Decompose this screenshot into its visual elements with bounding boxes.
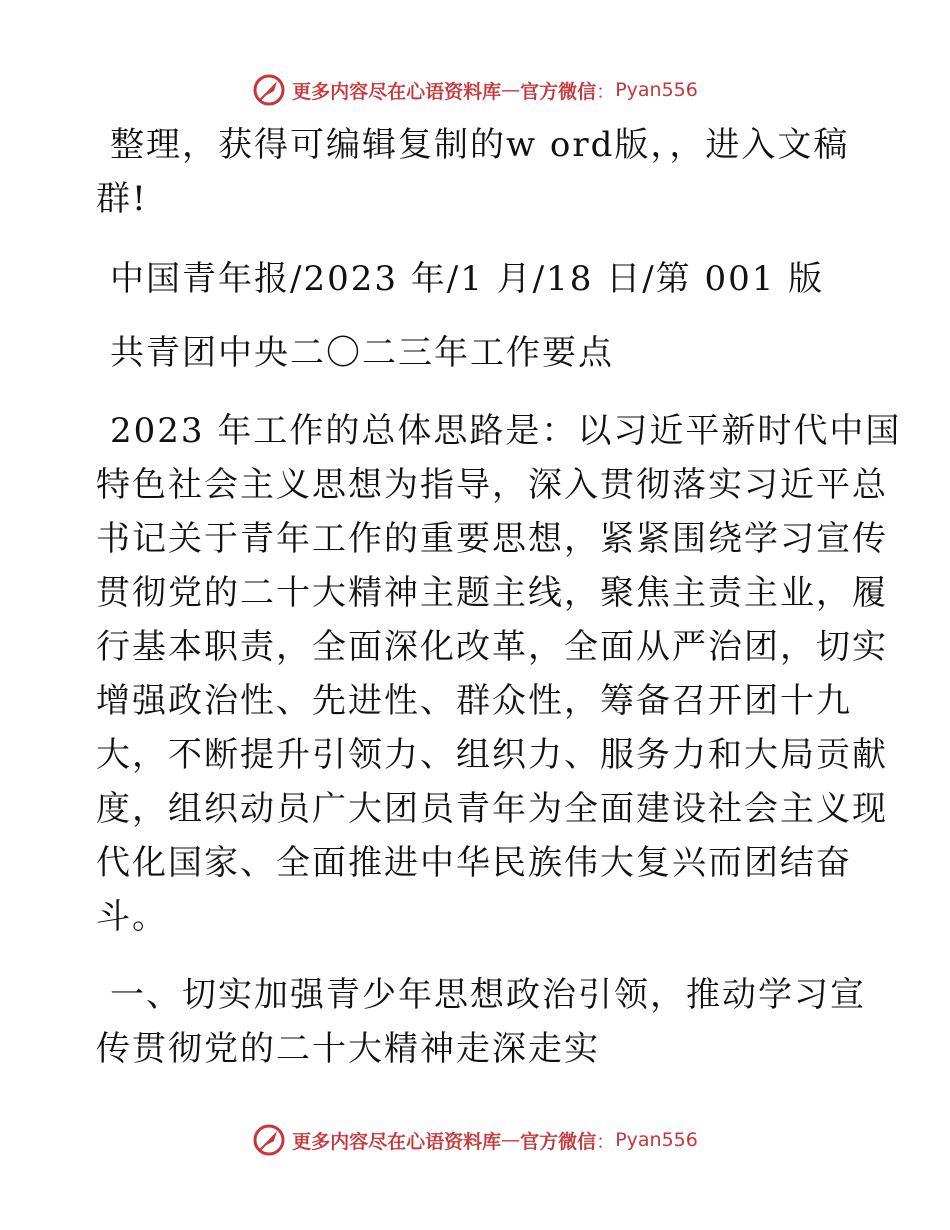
section-heading-line: 一、切实加强青少年思想政治引领，推动学习宣 (110, 975, 866, 1015)
intro-line: 整理，获得可编辑复制的w ord版，，进入文稿 (110, 125, 850, 165)
watermark-separator: ： (596, 80, 616, 103)
paragraph-line: 度，组织动员广大团员青年为全面建设社会主义现 (96, 789, 888, 829)
paragraph-line: 增强政治性、先进性、群众性，筹备召开团十九 (96, 681, 852, 721)
paragraph-line: 行基本职责，全面深化改革，全面从严治团，切实 (96, 627, 888, 667)
watermark-separator: ： (596, 1130, 616, 1153)
watermark-dash: — (501, 1129, 521, 1151)
quill-logo-icon (252, 1123, 286, 1157)
paragraph-line: 贯彻党的二十大精神主题主线，聚焦主责主业，履 (96, 573, 888, 613)
paragraph-line: 大，不断提升引领力、组织力、服务力和大局贡献 (96, 735, 888, 775)
watermark-footer (0, 1120, 950, 1160)
watermark-wechat-id: Pyan556 (615, 79, 698, 101)
document-body (96, 118, 902, 1076)
paragraph-line: 代化国家、全面推进中华民族伟大复兴而团结奋 (96, 843, 852, 883)
watermark-header (0, 70, 950, 110)
paragraph-line: 2023 年工作的总体思路是：以习近平新时代中国 (110, 411, 902, 451)
intro-line: 群! (96, 179, 148, 219)
paragraph-line: 特色社会主义思想为指导，深入贯彻落实习近平总 (96, 465, 888, 505)
watermark-wechat-id: Pyan556 (615, 1129, 698, 1151)
watermark-site-text: 更多内容尽在心语资料库 (292, 80, 502, 103)
watermark-dash: — (501, 79, 521, 101)
source-line: 中国青年报/2023 年/1 月/18 日/第 001 版 (110, 259, 825, 299)
quill-logo-icon (252, 73, 286, 107)
watermark-official-text: 官方微信 (520, 1130, 597, 1153)
section-heading-line: 传贯彻党的二十大精神走深走实 (96, 1029, 600, 1069)
watermark-site-text: 更多内容尽在心语资料库 (292, 1130, 502, 1153)
document-title: 共青团中央二〇二三年工作要点 (110, 333, 614, 373)
paragraph-line: 书记关于青年工作的重要思想，紧紧围绕学习宣传 (96, 519, 888, 559)
watermark-official-text: 官方微信 (520, 80, 597, 103)
paragraph-line: 斗。 (96, 897, 168, 937)
